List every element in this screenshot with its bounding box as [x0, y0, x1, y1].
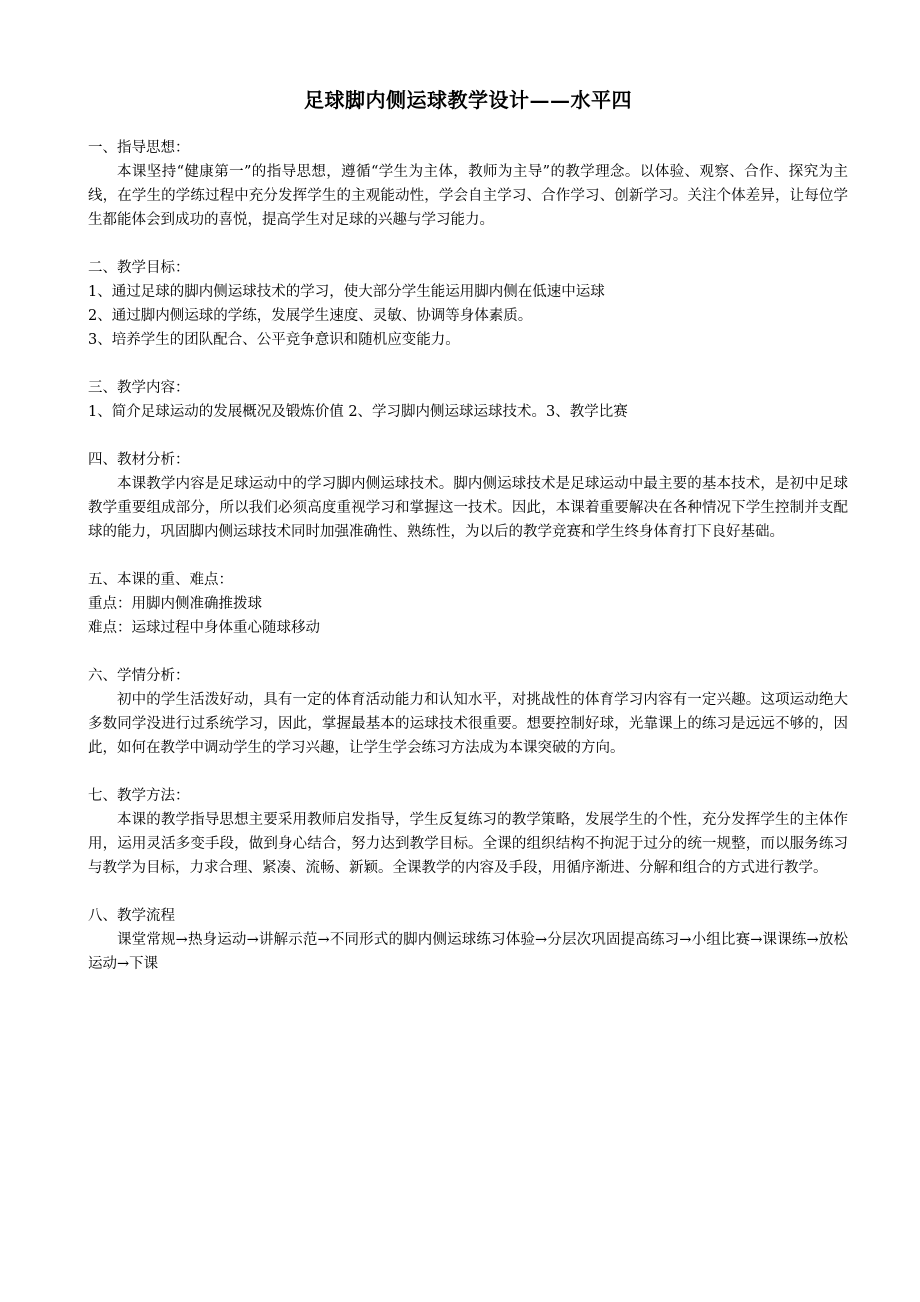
section-student-analysis — [88, 664, 848, 760]
section-teaching-methods — [88, 784, 848, 880]
section-paragraph: 本课教学内容是足球运动中的学习脚内侧运球技术。脚内侧运球技术是足球运动中最主要的基本技术，是初中足球教学重要组成部分，所以我们必须高度重视学习和掌握这一技术。因此，本课着重要解决在各种情况下学生控制并支配球的能力，巩固脚内侧运球技术同时加强准确性、熟练性，为以后的教学竞赛和学生终身体育打下良好基础。 — [88, 476, 848, 540]
section-heading: 三、教学内容： — [88, 380, 190, 396]
section-paragraph: 本课坚持“健康第一”的指导思想，遵循“学生为主体，教师为主导”的教学理念。以体验、观察、合作、探究为主线，在学生的学练过程中充分发挥学生的主观能动性，学会自主学习、合作学习、创新学习。关注个体差异，让每位学生都能体会到成功的喜悦，提高学生对足球的兴趣与学习能力。 — [88, 164, 848, 228]
section-heading: 七、教学方法： — [88, 788, 190, 804]
section-heading: 六、学情分析： — [88, 668, 190, 684]
section-teaching-content — [88, 376, 848, 424]
list-item: 重点：用脚内侧准确推拨球 — [88, 596, 262, 612]
list-item: 1、通过足球的脚内侧运球技术的学习，使大部分学生能运用脚内侧在低速中运球 — [88, 284, 605, 300]
section-key-points — [88, 568, 848, 640]
section-paragraph: 课堂常规→热身运动→讲解示范→不同形式的脚内侧运球练习体验→分层次巩固提高练习→小组比赛→课课练→放松运动→下课 — [88, 932, 848, 972]
document-title: 足球脚内侧运球教学设计——水平四 — [304, 88, 632, 112]
section-paragraph: 初中的学生活泼好动，具有一定的体育活动能力和认知水平，对挑战性的体育学习内容有一定兴趣。这项运动绝大多数同学没进行过系统学习，因此，掌握最基本的运球技术很重要。想要控制好球，光靠课上的练习是远远不够的，因此，如何在教学中调动学生的学习兴趣，让学生学会练习方法成为本课突破的方向。 — [88, 692, 848, 756]
section-heading: 一、指导思想： — [88, 140, 190, 156]
list-item: 1、简介足球运动的发展概况及锻炼价值 2、学习脚内侧运球运球技术。3、教学比赛 — [88, 404, 628, 420]
section-guiding-thought — [88, 136, 848, 232]
section-heading: 二、教学目标： — [88, 260, 190, 276]
section-paragraph: 本课的教学指导思想主要采用教师启发指导，学生反复练习的教学策略，发展学生的个性，充分发挥学生的主体作用，运用灵活多变手段，做到身心结合，努力达到教学目标。全课的组织结构不拘泥于过分的统一规整，而以服务练习与教学为目标，力求合理、紧凑、流畅、新颖。全课教学的内容及手段，用循序渐进、分解和组合的方式进行教学。 — [88, 812, 848, 876]
list-item: 2、通过脚内侧运球的学练，发展学生速度、灵敏、协调等身体素质。 — [88, 308, 533, 324]
section-teaching-objectives — [88, 256, 848, 352]
section-teaching-flow — [88, 904, 848, 976]
list-item: 3、培养学生的团队配合、公平竞争意识和随机应变能力。 — [88, 332, 460, 348]
section-heading: 四、教材分析： — [88, 452, 190, 468]
list-item: 难点：运球过程中身体重心随球移动 — [88, 620, 320, 636]
document-page — [88, 84, 848, 1000]
section-material-analysis — [88, 448, 848, 544]
section-heading: 五、本课的重、难点： — [88, 572, 233, 588]
section-heading: 八、教学流程 — [88, 908, 175, 924]
